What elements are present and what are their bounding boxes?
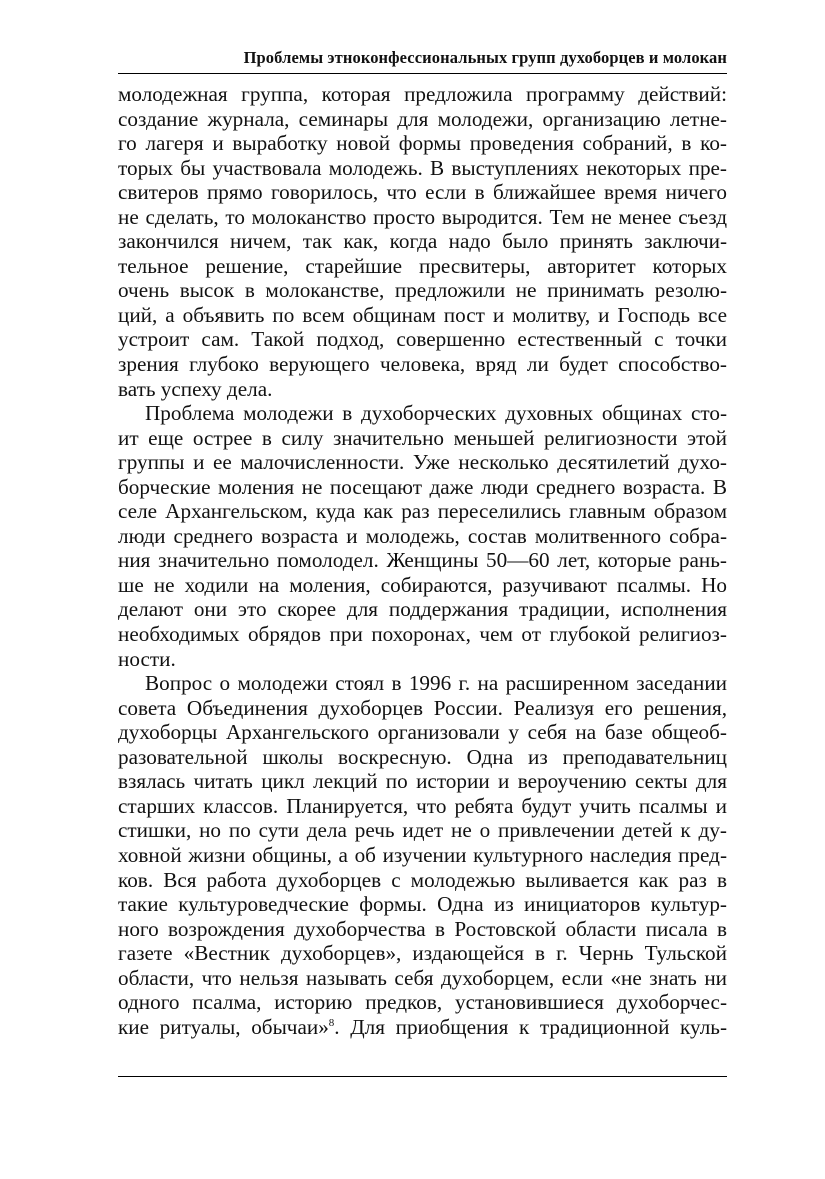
- running-title: Проблемы этноконфессиональных групп духоборцев и молокан: [243, 48, 727, 67]
- text-segment: кие ритуалы, обычаи»: [118, 1014, 329, 1039]
- text-line: области, что нельзя называть себя духоборцем, если «не знать ни: [118, 965, 727, 990]
- text-line: очень высок в молоканстве, предложили не принимать резолю-: [118, 278, 727, 303]
- text-line: группы и ее малочисленности. Уже несколько десятилетий духо-: [118, 450, 727, 475]
- header-rule: [118, 73, 727, 74]
- text-line: ховной жизни общины, а об изучении культурного наследия пред-: [118, 842, 727, 867]
- text-segment: Для приобщения к традиционной куль-: [350, 1014, 727, 1039]
- text-line: стишки, но по сути дела речь идет не о привлечении детей к ду-: [118, 818, 727, 843]
- text-line: газете «Вестник духоборцев», издающейся в г. Чернь Тульской: [118, 941, 727, 966]
- text-line: делают они это скорее для поддержания традиции, исполнения: [118, 597, 727, 622]
- text-line: го лагеря и выработку новой формы проведения собраний, в ко-: [118, 131, 727, 156]
- text-line: духоборцы Архангельского организовали у себя на базе общеоб-: [118, 720, 727, 745]
- text-line: зрения глубоко верующего человека, вряд ли будет способство-: [118, 352, 727, 377]
- text-line: свитеров прямо говорилось, что если в ближайшее время ничего: [118, 180, 727, 205]
- footer-rule: [118, 1076, 727, 1077]
- text-line: ит еще острее в силу значительно меньшей религиозности этой: [118, 425, 727, 450]
- text-line: люди среднего возраста и молодежь, состав молитвенного собра-: [118, 523, 727, 548]
- text-line: торых бы участвовала молодежь. В выступлениях некоторых пре-: [118, 155, 727, 180]
- text-line: необходимых обрядов при похоронах, чем от глубокой религиоз-: [118, 622, 727, 647]
- text-line: разовательной школы воскресную. Одна из преподавательниц: [118, 744, 727, 769]
- text-line: совета Объединения духоборцев России. Реализуя его решения,: [118, 695, 727, 720]
- text-line: создание журнала, семинары для молодежи, организацию летне-: [118, 106, 727, 131]
- text-line: устроит сам. Такой подход, совершенно естественный с точки: [118, 327, 727, 352]
- text-line: Вопрос о молодежи стоял в 1996 г. на расширенном заседании: [145, 671, 727, 696]
- text-line: старших классов. Планируется, что ребята будут учить псалмы и: [118, 793, 727, 818]
- text-line: такие культуроведческие формы. Одна из инициаторов культур-: [118, 892, 727, 917]
- text-line: Проблема молодежи в духоборческих духовных общинах сто-: [145, 401, 727, 426]
- text-line: ного возрождения духоборчества в Ростовской области писала в: [118, 916, 727, 941]
- main-text: [118, 82, 727, 1039]
- text-line: ций, а объявить по всем общинам пост и молитву, и Господь все: [118, 302, 727, 327]
- text-line: вать успеху дела.: [118, 376, 273, 401]
- footnote-reference: 8: [328, 1016, 335, 1029]
- running-header: [118, 48, 727, 68]
- text-line: закончился ничем, так как, когда надо было принять заключи-: [118, 229, 727, 254]
- text-line: не сделать, то молоканство просто выродится. Тем не менее съезд: [118, 204, 727, 229]
- text-line-with-footnote: кие ритуалы, обычаи»$^8$. Для приобщения к традиционной куль-: [118, 1014, 727, 1039]
- text-line: одного псалма, историю предков, установившиеся духоборчес-: [118, 990, 727, 1015]
- text-line: тельное решение, старейшие пресвитеры, авторитет которых: [118, 253, 727, 278]
- text-line: селе Архангельском, куда как раз переселились главным образом: [118, 499, 727, 524]
- text-line: ков. Вся работа духоборцев с молодежью выливается как раз в: [118, 867, 727, 892]
- text-line: взялась читать цикл лекций по истории и вероучению секты для: [118, 769, 727, 794]
- text-line: ния значительно помолодел. Женщины 50—60 лет, которые рань-: [118, 548, 727, 573]
- text-line: борческие моления не посещают даже люди среднего возраста. В: [118, 474, 727, 499]
- text-line: молодежная группа, которая предложила программу действий:: [118, 82, 727, 106]
- text-line: ности.: [118, 646, 176, 671]
- text-line: ше не ходили на моления, собираются, разучивают псалмы. Но: [118, 572, 727, 597]
